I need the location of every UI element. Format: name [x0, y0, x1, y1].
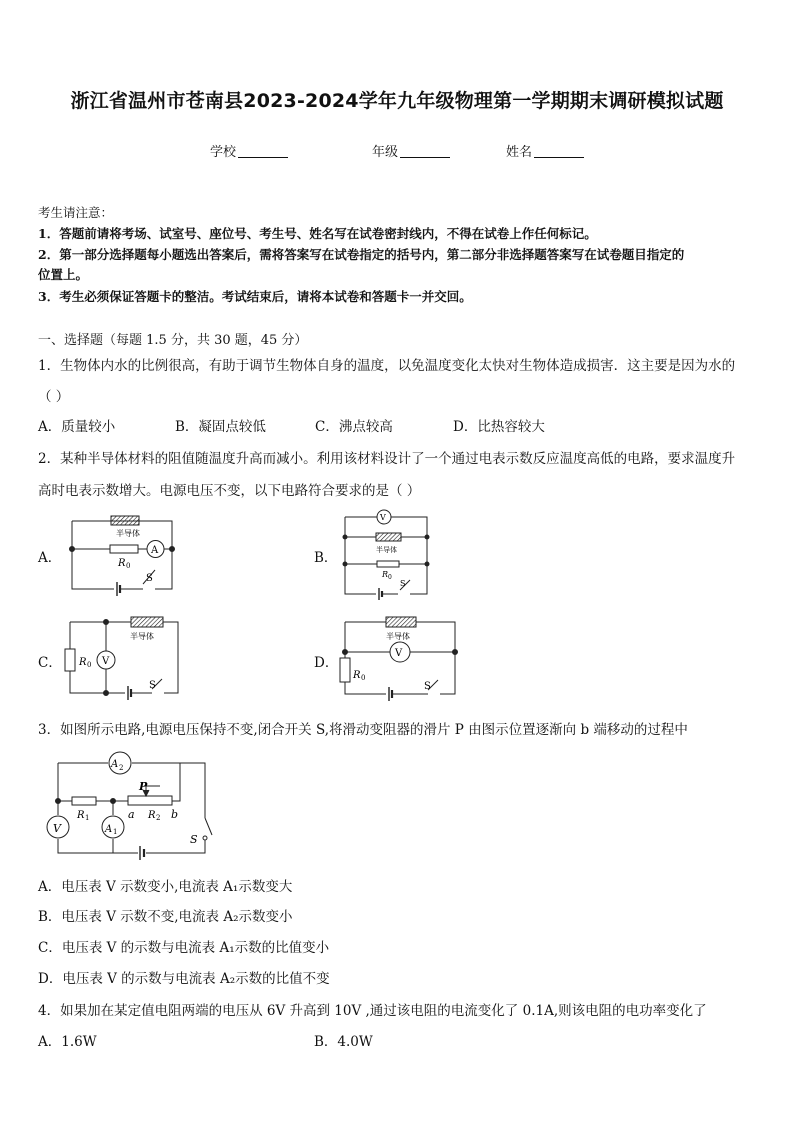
- q3-circuit: [47, 752, 212, 860]
- grade-field: 年级: [372, 141, 450, 160]
- q3-a1-label: A: [105, 824, 113, 835]
- q3-a1-sub: 1: [113, 828, 118, 836]
- q3-r1-sub: 1: [85, 814, 90, 822]
- circuit-b-r0: R: [382, 570, 389, 579]
- q3-v-label: V: [53, 822, 61, 835]
- circuit-a: [70, 516, 175, 596]
- circuit-d-voltmeter: V: [395, 648, 403, 659]
- q1-option-d: D．比热容较大: [453, 419, 545, 435]
- circuit-c-semiconductor: 半导体: [130, 632, 154, 641]
- circuit-d-r0-sub: 0: [361, 674, 366, 682]
- name-field: 姓名: [506, 141, 584, 160]
- q3-option-d: D．电压表 V 的示数与电流表 A₂示数的比值不变: [38, 971, 330, 987]
- q3-option-a: A．电压表 V 示数变小,电流表 A₁示数变大: [38, 879, 293, 895]
- q3-p-label: P: [139, 780, 148, 793]
- q3-r2-sub: 2: [156, 814, 161, 822]
- q1-stem-line1: 1．生物体内水的比例很高，有助于调节生物体自身的温度，以免温度变化太快对生物体造成损害．这主要是因为水的: [38, 358, 736, 374]
- q1-stem-line2: （ ）: [38, 389, 70, 405]
- q2-label-a: A．: [38, 550, 62, 566]
- circuit-d-semiconductor: 半导体: [386, 632, 410, 641]
- q3-option-b: B．电压表 V 示数不变,电流表 A₂示数变小: [38, 909, 293, 925]
- circuit-a-semiconductor: 半导体: [116, 529, 140, 538]
- q3-b-label: b: [171, 808, 179, 821]
- q3-a2-sub: 2: [119, 764, 124, 772]
- notes-heading: 考生请注意：: [38, 205, 114, 220]
- q3-r2-label: R: [148, 810, 156, 821]
- circuit-b-switch: S: [400, 579, 406, 588]
- q1-option-c: C．沸点较高: [315, 419, 393, 435]
- q4-option-a: A．1.6W: [38, 1034, 97, 1050]
- note-item-3: 3．考生必须保证答题卡的整洁。考试结束后，请将本试卷和答题卡一并交回。: [38, 289, 472, 304]
- circuit-a-r0-sub: 0: [126, 562, 131, 570]
- q3-a-label: a: [128, 808, 135, 821]
- q3-r1-label: R: [77, 810, 85, 821]
- q3-s-label: S: [190, 833, 198, 846]
- q2-stem-line2: 高时电表示数增大。电源电压不变，以下电路符合要求的是（ ）: [38, 483, 421, 499]
- q4-option-b: B．4.0W: [314, 1034, 373, 1050]
- circuit-c-r0: R: [79, 657, 87, 668]
- page-title: 浙江省温州市苍南县2023-2024学年九年级物理第一学期期末调研模拟试题: [70, 90, 724, 112]
- note-item-2: 2．第一部分选择题每小题选出答案后，需将答案写在试卷指定的括号内，第二部分非选择题答案写在试卷题目指定的: [38, 247, 685, 262]
- q2-stem-line1: 2．某种半导体材料的阻值随温度升高而减小。利用该材料设计了一个通过电表示数反应温度高低的电路，要求温度升: [38, 451, 736, 467]
- circuit-d-r0: R: [353, 670, 361, 681]
- note-item-2-cont: 位置上。: [38, 267, 89, 282]
- circuit-c-voltmeter: V: [102, 656, 110, 667]
- q1-option-b: B．凝固点较低: [175, 419, 266, 435]
- q3-a2-label: A: [111, 759, 119, 770]
- circuit-b-r0-sub: 0: [388, 574, 392, 581]
- circuit-a-r0: R: [118, 558, 126, 569]
- circuit-a-ammeter: A: [151, 545, 159, 556]
- section-heading: 一、选择题（每题 1.5 分，共 30 题，45 分）: [38, 333, 308, 348]
- q2-label-b: B．: [314, 550, 338, 566]
- circuit-b-voltmeter: V: [380, 513, 386, 522]
- circuit-d: [340, 617, 458, 701]
- q4-stem: 4．如果加在某定值电阻两端的电压从 6V 升高到 10V ,通过该电阻的电流变化了 0.1A,则该电阻的电功率变化了: [38, 1003, 707, 1019]
- circuit-b: [343, 510, 429, 600]
- circuit-b-semiconductor: 半导体: [376, 546, 397, 554]
- circuit-a-switch: S: [146, 573, 153, 584]
- circuit-c-switch: S: [149, 680, 156, 691]
- circuit-c-r0-sub: 0: [87, 661, 92, 669]
- circuit-d-switch: S: [424, 681, 431, 692]
- school-field: 学校: [210, 141, 288, 160]
- q3-option-c: C．电压表 V 的示数与电流表 A₁示数的比值变小: [38, 940, 330, 956]
- q2-label-d: D．: [314, 655, 339, 671]
- note-item-1: 1．答题前请将考场、试室号、座位号、考生号、姓名写在试卷密封线内，不得在试卷上作任何标记。: [38, 226, 597, 241]
- q1-option-a: A．质量较小: [38, 419, 116, 435]
- q2-label-c: C．: [38, 655, 62, 671]
- q3-stem: 3．如图所示电路,电源电压保持不变,闭合开关 S,将滑动变阻器的滑片 P 由图示位置逐渐向 b 端移动的过程中: [38, 722, 688, 738]
